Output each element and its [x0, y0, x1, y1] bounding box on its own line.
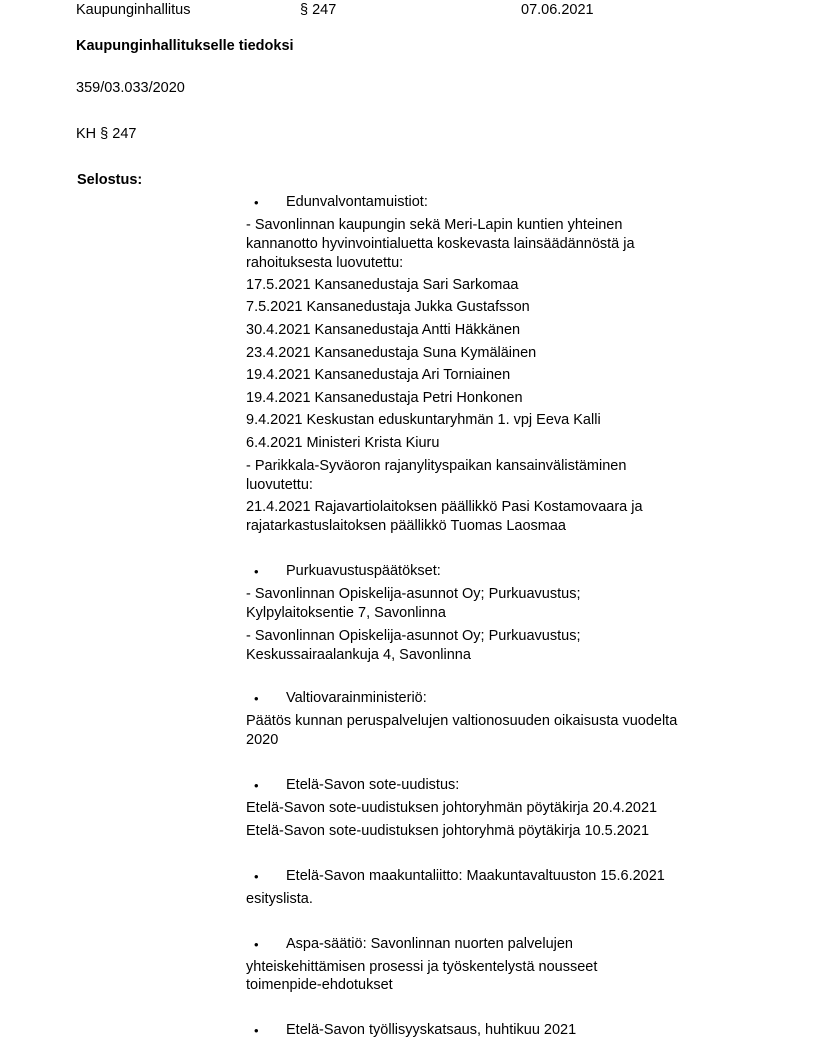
item-line: Keskussairaalankuja 4, Savonlinna: [246, 647, 471, 663]
item-line: 23.4.2021 Kansanedustaja Suna Kymäläinen: [246, 345, 537, 361]
item-line: Etelä-Savon sote-uudistuksen johtoryhmä pöytäkirja 10.5.2021: [246, 823, 650, 839]
bullet-marker: •: [254, 564, 259, 579]
item-heading: Edunvalvontamuistiot:: [286, 194, 428, 210]
item-line: 17.5.2021 Kansanedustaja Sari Sarkomaa: [246, 277, 519, 293]
item-line: kannanotto hyvinvointialuetta koskevasta lainsäädännöstä ja: [246, 236, 635, 252]
item-line: Kylpylaitoksentie 7, Savonlinna: [246, 605, 446, 621]
item-line: rajatarkastuslaitoksen päällikkö Tuomas Laosmaa: [246, 518, 566, 534]
item-heading: Etelä-Savon sote-uudistus:: [286, 777, 460, 793]
bullet-marker: •: [254, 1023, 259, 1038]
item-line: 9.4.2021 Keskustan eduskuntaryhmän 1. vpj Eeva Kalli: [246, 412, 601, 428]
diary-number: 359/03.033/2020: [76, 80, 185, 96]
bullet-marker: •: [254, 195, 259, 210]
item-line: 19.4.2021 Kansanedustaja Ari Torniainen: [246, 367, 511, 383]
item-line: 21.4.2021 Rajavartiolaitoksen päällikkö Pasi Kostamovaara ja: [246, 499, 643, 515]
item-line: rahoituksesta luovutettu:: [246, 255, 404, 271]
item-heading: Valtiovarainministeriö:: [286, 690, 427, 706]
item-heading: Etelä-Savon maakuntaliitto: Maakuntavaltuuston 15.6.2021: [286, 868, 665, 884]
item-line: 19.4.2021 Kansanedustaja Petri Honkonen: [246, 390, 523, 406]
item-line: toimenpide-ehdotukset: [246, 977, 393, 993]
item-line: - Parikkala-Syväoron rajanylityspaikan kansainvälistäminen: [246, 458, 627, 474]
bullet-marker: •: [254, 937, 259, 952]
kh-section: KH § 247: [76, 126, 137, 142]
item-line: Päätös kunnan peruspalvelujen valtionosuuden oikaisusta vuodelta: [246, 713, 678, 729]
item-line: 7.5.2021 Kansanedustaja Jukka Gustafsson: [246, 299, 530, 315]
item-line: luovutettu:: [246, 477, 313, 493]
header-section: § 247: [300, 2, 337, 18]
item-heading: Aspa-säätiö: Savonlinnan nuorten palvelujen: [286, 936, 573, 952]
item-line: - Savonlinnan Opiskelija-asunnot Oy; Purkuavustus;: [246, 628, 581, 644]
header-date: 07.06.2021: [521, 2, 594, 18]
selostus-label: Selostus:: [77, 172, 143, 188]
item-line: - Savonlinnan kaupungin sekä Meri-Lapin kuntien yhteinen: [246, 217, 623, 233]
item-line: esityslista.: [246, 891, 313, 907]
item-heading: Purkuavustuspäätökset:: [286, 563, 441, 579]
item-line: yhteiskehittämisen prosessi ja työskentelystä nousseet: [246, 959, 598, 975]
item-line: 30.4.2021 Kansanedustaja Antti Häkkänen: [246, 322, 521, 338]
item-line: 6.4.2021 Ministeri Krista Kiuru: [246, 435, 440, 451]
item-line: - Savonlinnan Opiskelija-asunnot Oy; Purkuavustus;: [246, 586, 581, 602]
item-line: 2020: [246, 732, 279, 748]
bullet-marker: •: [254, 691, 259, 706]
item-line: Etelä-Savon sote-uudistuksen johtoryhmän pöytäkirja 20.4.2021: [246, 800, 658, 816]
item-heading: Etelä-Savon työllisyyskatsaus, huhtikuu 2021: [286, 1022, 577, 1038]
header-org: Kaupunginhallitus: [76, 2, 191, 18]
bullet-marker: •: [254, 869, 259, 884]
document-title: Kaupunginhallitukselle tiedoksi: [76, 38, 294, 54]
bullet-marker: •: [254, 778, 259, 793]
